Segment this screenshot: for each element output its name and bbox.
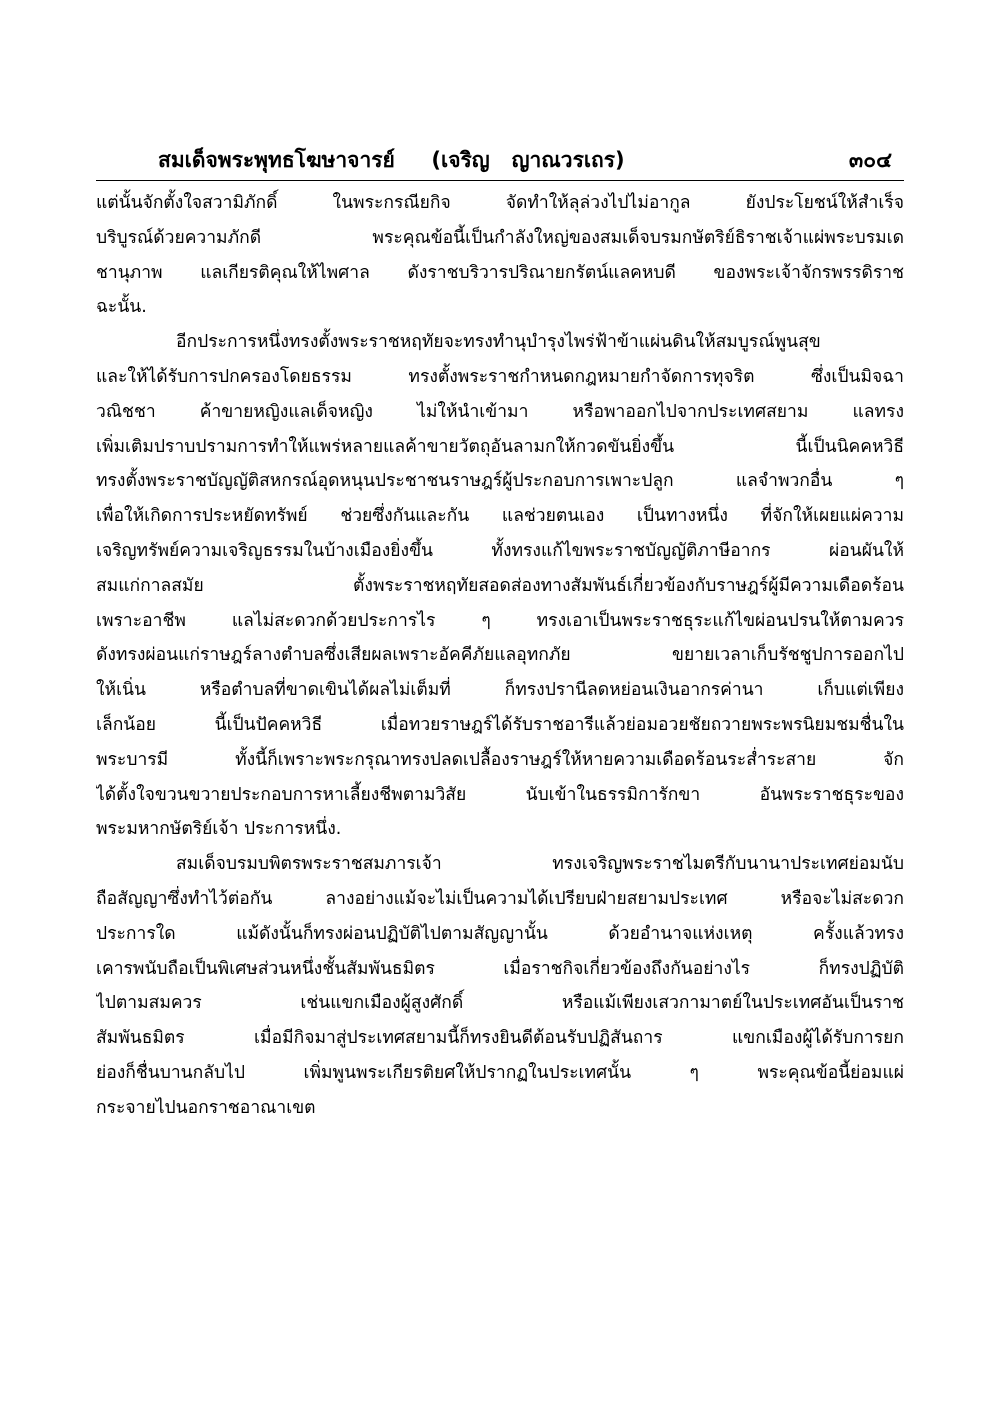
page-number: ๓๐๔ [848, 148, 892, 172]
text-line: ได้ตั้งใจขวนขวายประกอบการหาเลี้ยงชีพตามวิสัย นับเข้าในธรรมิการักขา อันพระราชธุระของ [96, 784, 904, 805]
body-text [96, 186, 904, 1126]
text-line: ดังทรงผ่อนแก่ราษฎร์ลางตำบลซึ่งเสียผลเพราะอัคคีภัยแลอุทกภัย ขยายเวลาเก็บรัชชูปการออกไป [96, 645, 904, 666]
page-header [96, 142, 904, 181]
text-line: อีกประการหนึ่งทรงตั้งพระราชหฤทัยจะทรงทำนุบำรุงไพร่ฟ้าข้าแผ่นดินให้สมบูรณ์พูนสุข [176, 332, 821, 353]
text-line: เจริญทรัพย์ความเจริญธรรมในบ้างเมืองยิ่งขึ้น ทั้งทรงแก้ไขพระราชบัญญัติภาษีอากร ผ่อนผันให้ [96, 540, 904, 561]
text-line: ไปตามสมควร เช่นแขกเมืองผู้สูงศักดิ์ หรือแม้เพียงเสวกามาตย์ในประเทศอันเป็นราช [96, 993, 904, 1014]
text-line: สมแก่กาลสมัย ตั้งพระราชหฤทัยสอดส่องทางสัมพันธ์เกี่ยวข้องกับราษฎร์ผู้มีความเดือดร้อน [96, 575, 904, 596]
text-line: กระจายไปนอกราชอาณาเขต [96, 1097, 316, 1118]
text-line: เพราะอาชีพ แลไม่สะดวกด้วยประการไร ๆ ทรงเอาเป็นพระราชธุระแก้ไขผ่อนปรนให้ตามควร [96, 610, 904, 631]
text-line: ให้เนิ่น หรือตำบลที่ขาดเขินได้ผลไม่เต็มที่ ก็ทรงปรานีลดหย่อนเงินอากรค่านา เก็บแต่เพียง [96, 680, 904, 701]
text-line: เคารพนับถือเป็นพิเศษส่วนหนึ่งชั้นสัมพันธมิตร เมื่อราชกิจเกี่ยวข้องถึงกันอย่างไร ก็ทรงปฏิบัติ [96, 958, 904, 979]
text-line: ย่องก็ชื่นบานกลับไป เพิ่มพูนพระเกียรติยศให้ปรากฏในประเทศนั้น ๆ พระคุณข้อนี้ย่อมแผ่ [96, 1062, 904, 1083]
text-line: เพิ่มเติมปราบปรามการทำให้แพร่หลายแลค้าขายวัตถุอันลามกให้กวดขันยิ่งขึ้น นี้เป็นนิคคหวิธี [96, 436, 904, 457]
text-line: เพื่อให้เกิดการประหยัดทรัพย์ ช่วยซึ่งกันและกัน แลช่วยตนเอง เป็นทางหนึ่ง ที่จักให้เผยแผ่ความ [96, 506, 904, 527]
text-line: บริบูรณ์ด้วยความภักดี พระคุณข้อนี้เป็นกำลังใหญ่ของสมเด็จบรมกษัตริย์ธิราชเจ้าแผ่พระบรมเด [96, 227, 904, 248]
running-title: สมเด็จพระพุทธโฆษาจารย์ (เจริญ ญาณวรเถร) [158, 148, 625, 172]
text-line: วณิชชา ค้าขายหญิงแลเด็จหญิง ไม่ให้นำเข้ามา หรือพาออกไปจากประเทศสยาม แลทรง [96, 401, 904, 422]
text-line: ฉะนั้น. [96, 297, 147, 318]
text-line: ชานุภาพ แลเกียรติคุณให้ไพศาล ดังราชบริวารปริณายกรัตน์แลคหบดี ของพระเจ้าจักรพรรดิราช [96, 262, 904, 283]
text-line: พระมหากษัตริย์เจ้า ประการหนึ่ง. [96, 819, 342, 840]
text-line: แต่นั้นจักตั้งใจสวามิภักดิ์ ในพระกรณียกิจ จัดทำให้ลุล่วงไปไม่อากูล ยังประโยชน์ให้สำเร็จ [96, 193, 904, 213]
text-line: สมเด็จบรมบพิตรพระราชสมภารเจ้า ทรงเจริญพระราชไมตรีกับนานาประเทศย่อมนับ [176, 854, 904, 875]
text-line: เล็กน้อย นี้เป็นปัคคหวิธี เมื่อทวยราษฎร์ได้รับราชอารีแล้วย่อมอวยชัยถวายพระพรนิยมชมชื่นใน [96, 714, 904, 735]
text-line: ประการใด แม้ดังนั้นก็ทรงผ่อนปฏิบัติไปตามสัญญานั้น ด้วยอำนาจแห่งเหตุ ครั้งแล้วทรง [96, 923, 904, 944]
text-line: ทรงตั้งพระราชบัญญัติสหกรณ์อุดหนุนประชาชนราษฎร์ผู้ประกอบการเพาะปลูก แลจำพวกอื่น ๆ [96, 471, 904, 492]
text-line: ถือสัญญาซึ่งทำไว้ต่อกัน ลางอย่างแม้จะไม่เป็นความได้เปรียบฝ่ายสยามประเทศ หรือจะไม่สะดวก [96, 888, 904, 909]
text-line: สัมพันธมิตร เมื่อมีกิจมาสู่ประเทศสยามนี้ก็ทรงยินดีต้อนรับปฏิสันถาร แขกเมืองผู้ได้รับการยก [96, 1028, 904, 1049]
text-line: และให้ได้รับการปกครองโดยธรรม ทรงตั้งพระราชกำหนดกฎหมายกำจัดการทุจริต ซึ่งเป็นมิจฉา [96, 366, 904, 387]
text-line: พระบารมี ทั้งนี้ก็เพราะพระกรุณาทรงปลดเปลื้องราษฎร์ให้หายความเดือดร้อนระส่ำระสาย จัก [96, 749, 904, 770]
